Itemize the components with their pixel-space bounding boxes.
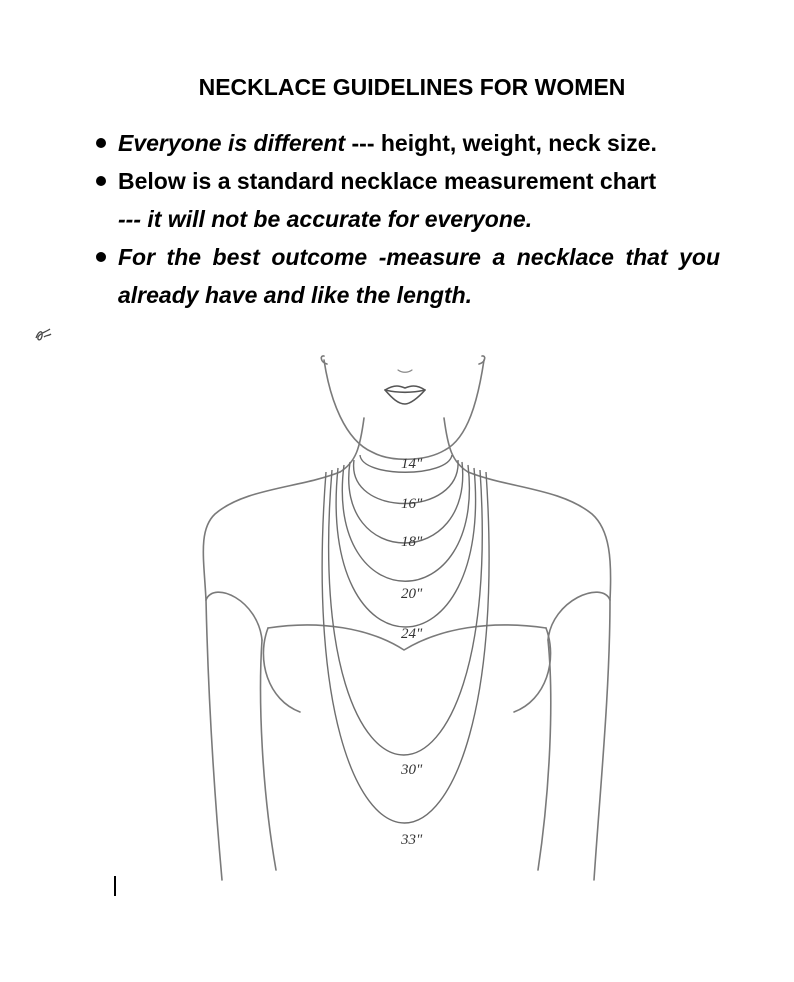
guideline-2-line1: Below is a standard necklace measurement chart [118, 168, 657, 194]
arm-left-inner [261, 640, 276, 870]
mouth [385, 386, 425, 404]
text-cursor-icon [114, 876, 116, 896]
guideline-1-italic: Everyone is different [118, 130, 346, 156]
label-33: 33" [401, 832, 423, 848]
necklace-20 [342, 465, 469, 581]
label-14: 14" [401, 456, 423, 472]
shoulder-left [203, 472, 340, 600]
arm-right-inner [538, 640, 551, 870]
arm-right-outer [594, 600, 610, 880]
label-30: 30" [401, 762, 423, 778]
neck-right [444, 418, 468, 472]
face-outline [324, 360, 484, 459]
label-24: 24" [401, 626, 423, 642]
guideline-3-text: For the best outcome -measure a necklace that you already have and like the length. [118, 244, 720, 308]
guideline-2-line2: --- it will not be accurate for everyone. [118, 206, 533, 232]
necklace-30 [329, 470, 483, 755]
label-20: 20" [401, 586, 423, 602]
label-16: 16" [401, 496, 423, 512]
guideline-1-rest: --- height, weight, neck size. [345, 130, 657, 156]
arm-left-outer [206, 600, 222, 880]
label-18: 18" [401, 534, 423, 550]
page-title: NECKLACE GUIDELINES FOR WOMEN [198, 74, 626, 100]
